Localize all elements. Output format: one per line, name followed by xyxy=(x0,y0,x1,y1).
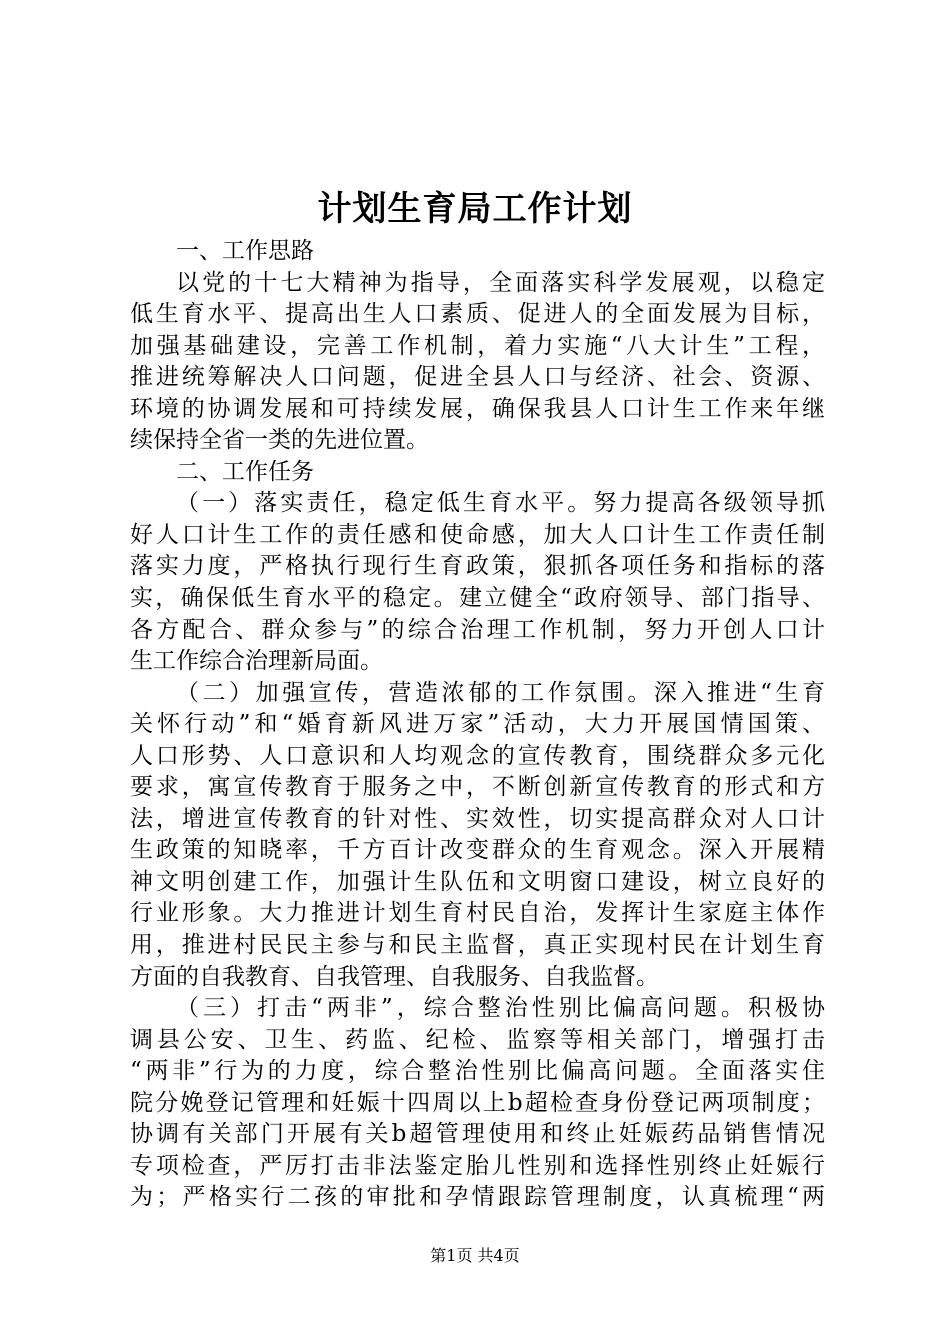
text-line: 加强基础建设，完善工作机制，着力实施“八大计生”工程， xyxy=(130,332,825,359)
text-line: 要求，寓宣传教育于服务之中，不断创新宣传教育的形式和方 xyxy=(130,774,825,801)
text-line: （三）打击“两非”，综合整治性别比偏高问题。积极协 xyxy=(176,995,825,1022)
text-line: （二）加强宣传，营造浓郁的工作氛围。深入推进“生育 xyxy=(176,679,825,706)
text-line: 实，确保低生育水平的稳定。建立健全“政府领导、部门指导、 xyxy=(130,585,825,612)
text-line: 低生育水平、提高出生人口素质、促进人的全面发展为目标， xyxy=(130,301,825,328)
text-line: 续保持全省一类的先进位置。 xyxy=(130,427,429,454)
page-footer: 第1页 共4页 xyxy=(430,1246,520,1265)
text-line: 生工作综合治理新局面。 xyxy=(130,648,383,675)
section-heading: 二、工作任务 xyxy=(176,458,314,485)
text-line: 行业形象。大力推进计划生育村民自治，发挥计生家庭主体作 xyxy=(130,900,825,927)
text-line: 神文明创建工作，加强计生队伍和文明窗口建设，树立良好的 xyxy=(130,868,825,895)
document-title: 计划生育局工作计划 xyxy=(317,189,633,229)
text-line: 为；严格实行二孩的审批和孕情跟踪管理制度，认真梳理“两 xyxy=(130,1184,825,1211)
text-line: 推进统筹解决人口问题，促进全县人口与经济、社会、资源、 xyxy=(130,364,825,391)
text-line: 调县公安、卫生、药监、纪检、监察等相关部门，增强打击 xyxy=(130,1026,825,1053)
section-heading: 一、工作思路 xyxy=(176,238,314,264)
text-line: 以党的十七大精神为指导，全面落实科学发展观，以稳定 xyxy=(176,269,825,296)
text-line: 协调有关部门开展有关b超管理使用和终止妊娠药品销售情况 xyxy=(130,1121,825,1148)
text-line: 用，推进村民民主参与和民主监督，真正实现村民在计划生育 xyxy=(130,932,825,959)
text-line: 好人口计生工作的责任感和使命感，加大人口计生工作责任制 xyxy=(130,521,825,548)
text-line: （一）落实责任，稳定低生育水平。努力提高各级领导抓 xyxy=(176,490,825,517)
text-line: 法，增进宣传教育的针对性、实效性，切实提高群众对人口计 xyxy=(130,805,825,832)
text-line: “两非”行为的力度，综合整治性别比偏高问题。全面落实住 xyxy=(130,1058,825,1085)
text-line: 专项检查，严厉打击非法鉴定胎儿性别和选择性别终止妊娠行 xyxy=(130,1152,825,1179)
text-line: 落实力度，严格执行现行生育政策，狠抓各项任务和指标的落 xyxy=(130,553,825,580)
text-line: 关怀行动”和“婚育新风进万家”活动，大力开展国情国策、 xyxy=(130,711,825,738)
text-line: 方面的自我教育、自我管理、自我服务、自我监督。 xyxy=(130,963,659,990)
text-line: 各方配合、群众参与”的综合治理工作机制，努力开创人口计 xyxy=(130,616,825,643)
text-line: 环境的协调发展和可持续发展，确保我县人口计生工作来年继 xyxy=(130,395,825,422)
text-line: 人口形势、人口意识和人均观念的宣传教育，围绕群众多元化 xyxy=(130,742,825,769)
document-body xyxy=(130,236,825,1214)
text-line: 院分娩登记管理和妊娠十四周以上b超检查身份登记两项制度； xyxy=(130,1089,825,1116)
text-line: 生政策的知晓率，千方百计改变群众的生育观念。深入开展精 xyxy=(130,837,825,864)
